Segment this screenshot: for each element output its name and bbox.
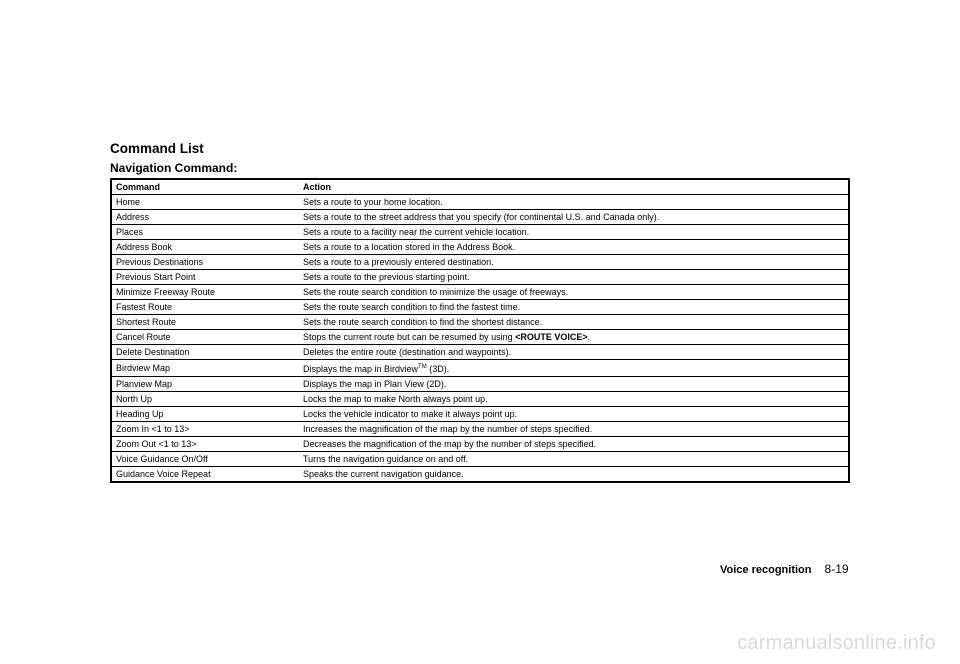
action-text: Speaks the current navigation guidance. — [303, 469, 464, 479]
action-text-suffix: (3D). — [426, 364, 450, 374]
watermark: carmanualsonline.info — [737, 632, 936, 654]
command-cell: Address Book — [111, 240, 299, 255]
action-cell — [299, 392, 849, 407]
action-cell — [299, 210, 849, 225]
action-text: Sets a route to the previous starting point. — [303, 272, 470, 282]
action-text: Sets a route to a location stored in the Address Book. — [303, 242, 516, 252]
table-row — [111, 467, 849, 483]
action-text: Displays the map in Birdview — [303, 364, 419, 374]
page-number: 8-19 — [824, 562, 849, 576]
action-cell — [299, 407, 849, 422]
action-cell — [299, 240, 849, 255]
command-cell: Birdview Map — [111, 360, 299, 377]
action-text: Sets the route search condition to find the shortest distance. — [303, 317, 543, 327]
action-cell — [299, 225, 849, 240]
action-cell — [299, 360, 849, 377]
action-cell — [299, 467, 849, 483]
table-row — [111, 255, 849, 270]
command-cell: Address — [111, 210, 299, 225]
action-text: Deletes the entire route (destination and waypoints). — [303, 347, 512, 357]
command-cell: Zoom Out <1 to 13> — [111, 437, 299, 452]
table-row — [111, 392, 849, 407]
action-text: Sets a route to a facility near the current vehicle location. — [303, 227, 530, 237]
table-row — [111, 330, 849, 345]
table-row — [111, 422, 849, 437]
table-row — [111, 377, 849, 392]
command-cell: Delete Destination — [111, 345, 299, 360]
table-row — [111, 452, 849, 467]
column-header-action: Action — [299, 179, 849, 195]
action-text: Sets a route to a previously entered destination. — [303, 257, 494, 267]
table-row — [111, 270, 849, 285]
action-text: Sets the route search condition to minimize the usage of freeways. — [303, 287, 569, 297]
table-header-row — [111, 179, 849, 195]
command-cell: Home — [111, 195, 299, 210]
page-footer — [720, 562, 849, 576]
table-body — [111, 195, 849, 483]
trademark-superscript: TM — [418, 364, 427, 370]
action-text: Sets the route search condition to find the fastest time. — [303, 302, 521, 312]
command-cell: Guidance Voice Repeat — [116, 469, 211, 479]
command-cell: Places — [111, 225, 299, 240]
command-cell: Previous Destinations — [111, 255, 299, 270]
command-cell: Heading Up — [111, 407, 299, 422]
table-row — [111, 360, 849, 377]
action-text: Decreases the magnification of the map by the number of steps specified. — [303, 439, 597, 449]
action-cell — [299, 300, 849, 315]
action-cell — [299, 285, 849, 300]
action-text: Displays the map in Plan View (2D). — [303, 379, 447, 389]
subsection-title: Navigation Command: — [110, 161, 238, 175]
command-cell: Cancel Route — [111, 330, 299, 345]
action-cell — [299, 195, 849, 210]
table-row — [111, 285, 849, 300]
action-text: Sets a route to your home location. — [303, 197, 443, 207]
command-cell: Planview Map — [111, 377, 299, 392]
table-row — [111, 225, 849, 240]
command-cell: North Up — [111, 392, 299, 407]
table-row — [111, 210, 849, 225]
table-row — [111, 195, 849, 210]
action-cell — [299, 345, 849, 360]
chapter-name: Voice recognition — [720, 564, 812, 576]
action-text: Locks the map to make North always point up. — [303, 394, 488, 404]
action-cell — [299, 255, 849, 270]
table-row — [111, 240, 849, 255]
action-cell — [299, 315, 849, 330]
action-cell — [299, 330, 849, 345]
command-cell: Fastest Route — [111, 300, 299, 315]
command-table — [110, 178, 850, 483]
column-header-command: Command — [111, 179, 299, 195]
command-cell: Voice Guidance On/Off — [111, 452, 299, 467]
command-cell: Minimize Freeway Route — [111, 285, 299, 300]
voice-command-keyword: <ROUTE VOICE> — [515, 332, 588, 342]
action-cell — [299, 437, 849, 452]
table-row — [111, 300, 849, 315]
action-cell — [299, 377, 849, 392]
command-cell: Zoom In <1 to 13> — [111, 422, 299, 437]
table-row — [111, 437, 849, 452]
action-cell — [299, 452, 849, 467]
action-text: Stops the current route but can be resumed by using — [303, 332, 516, 342]
section-title: Command List — [110, 141, 204, 156]
command-cell: Previous Start Point — [111, 270, 299, 285]
action-text: Increases the magnification of the map by the number of steps specified. — [303, 424, 593, 434]
action-text: Sets a route to the street address that you specify (for continental U.S. and Canada only). — [303, 212, 660, 222]
command-cell: Shortest Route — [111, 315, 299, 330]
action-cell — [299, 422, 849, 437]
action-text-suffix: . — [587, 332, 591, 342]
action-cell — [299, 270, 849, 285]
table-row — [111, 407, 849, 422]
table-row — [111, 345, 849, 360]
action-text: Locks the vehicle indicator to make it always point up. — [303, 409, 518, 419]
table-row — [111, 315, 849, 330]
action-text: Turns the navigation guidance on and off. — [303, 454, 469, 464]
